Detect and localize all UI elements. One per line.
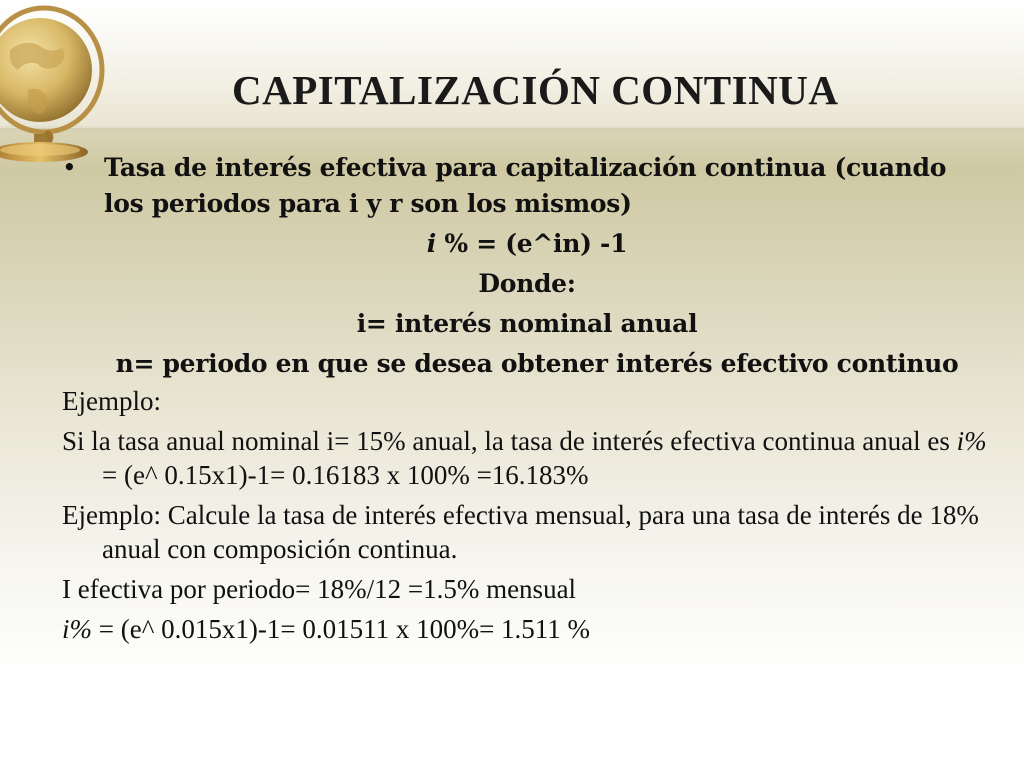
bullet-text: Tasa de interés efectiva para capitalización continua (cuando los periodos para i y r son los mismos) bbox=[104, 153, 947, 218]
definition-n: n= periodo en que se desea obtener interés efectivo continuo bbox=[115, 349, 959, 378]
band-divider bbox=[0, 126, 1024, 132]
i-efectiva-line: I efectiva por periodo= 18%/12 =1.5% mensual bbox=[62, 574, 577, 604]
example-1-part-b: = (e^ 0.15x1)-1= 0.16183 x 100% =16.183% bbox=[102, 460, 589, 490]
bullet-marker: • bbox=[62, 153, 77, 182]
example-label: Ejemplo: bbox=[62, 386, 161, 416]
definition-i: i= interés nominal anual bbox=[356, 309, 698, 338]
formula-line bbox=[62, 224, 992, 264]
example-1-part-a: Si la tasa anual nominal i= 15% anual, la tasa de interés efectiva continua anual es bbox=[62, 426, 957, 456]
final-formula-line bbox=[62, 612, 992, 646]
globe-icon bbox=[0, 0, 110, 170]
formula-var: i bbox=[426, 229, 436, 258]
final-var: i% bbox=[62, 614, 92, 644]
example-1-text bbox=[62, 424, 992, 492]
slide-title: CAPITALIZACIÓN CONTINUA bbox=[232, 67, 839, 113]
bullet-item bbox=[62, 150, 992, 222]
donde-label: Donde: bbox=[478, 269, 576, 298]
formula-rest: % = (e^in) -1 bbox=[435, 229, 628, 258]
example-1-var: i% bbox=[956, 426, 987, 456]
example-2-text: Ejemplo: Calcule la tasa de interés efectiva mensual, para una tasa de interés de 18% anual con composición continua. bbox=[62, 500, 979, 564]
slide-content bbox=[62, 150, 992, 646]
final-rest: = (e^ 0.015x1)-1= 0.01511 x 100%= 1.511 % bbox=[92, 614, 591, 644]
